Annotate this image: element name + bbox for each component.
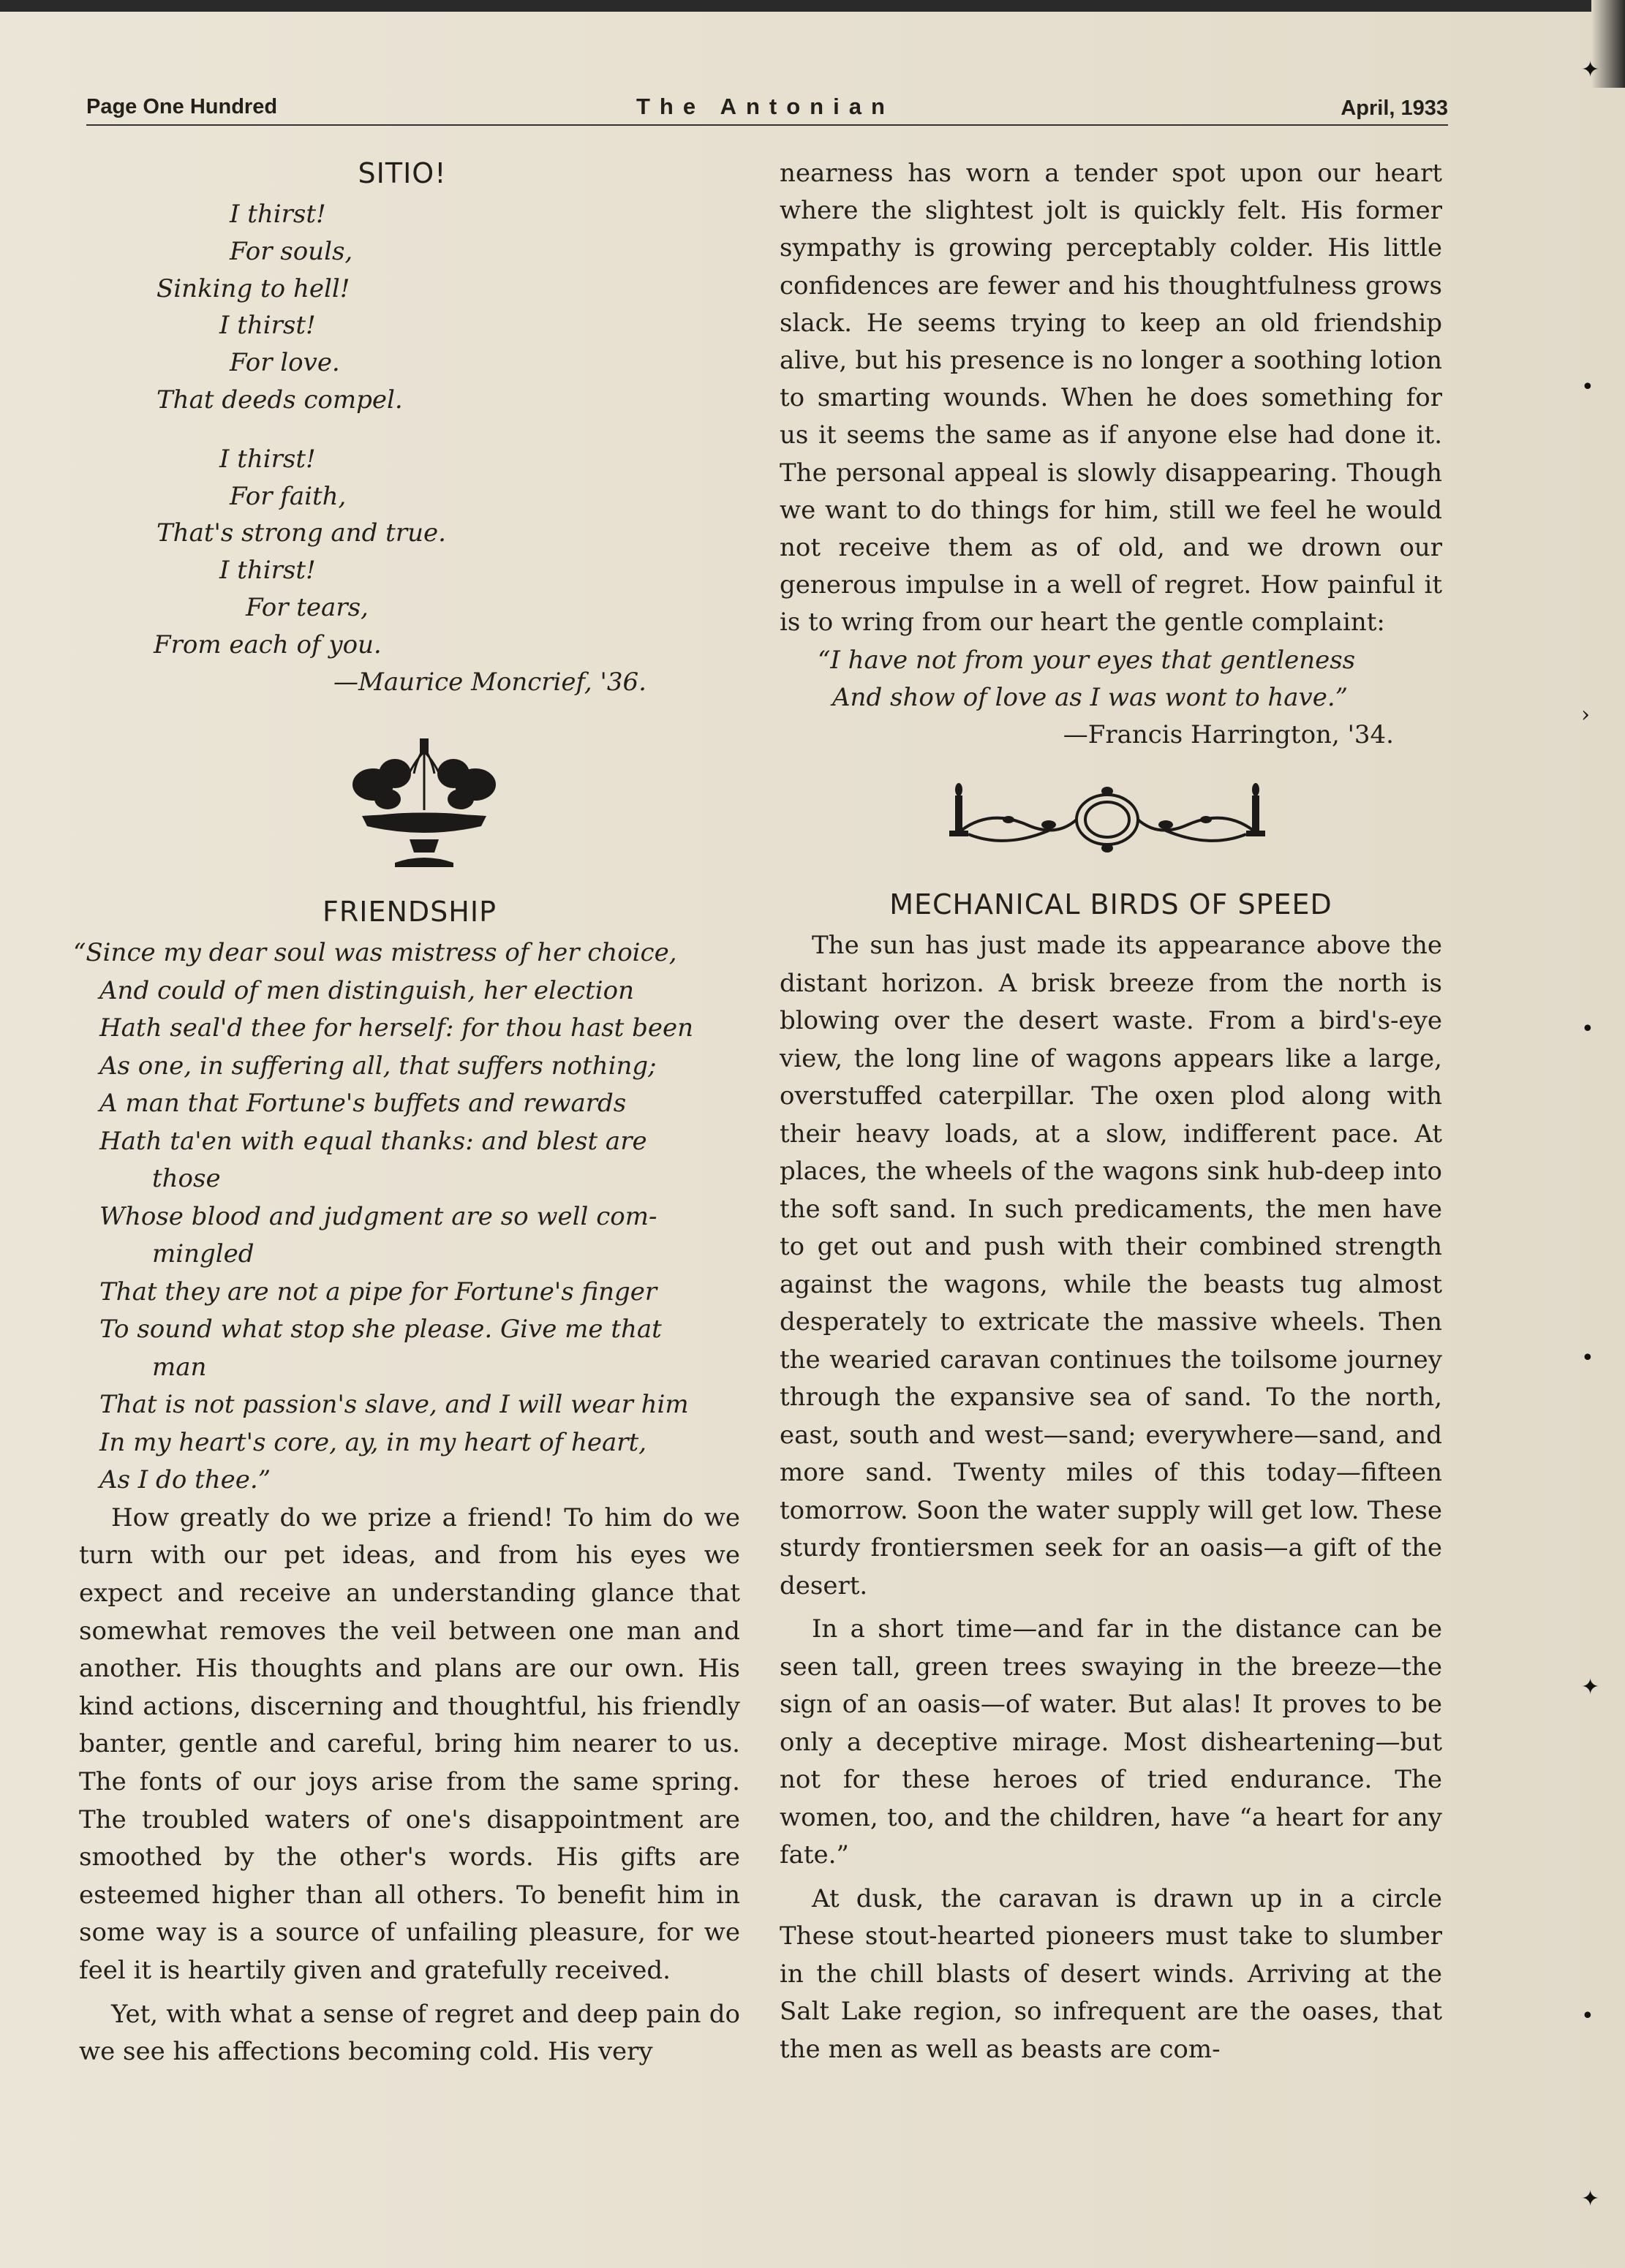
margin-mark: • <box>1581 374 1594 400</box>
paragraph: At dusk, the caravan is drawn up in a circle These stout-hearted pioneers must take to slumber in the chill blasts of desert winds. Arriving at the Salt Lake region, so infrequent are the oases, that the men as well as beasts are com- <box>780 1883 1442 2064</box>
poem-line: For tears, <box>246 592 369 622</box>
margin-mark: › <box>1581 702 1590 727</box>
quote-line: Hath ta'en with equal thanks: and blest are <box>99 1126 647 1156</box>
quote-line: A man that Fortune's buffets and rewards <box>99 1089 627 1119</box>
margin-mark: • <box>1581 1016 1594 1042</box>
running-header <box>86 89 1448 129</box>
quote-line: And could of men distinguish, her election <box>99 975 634 1005</box>
quote-line: Whose blood and judgment are so well com- <box>99 1201 657 1231</box>
paragraph: How greatly do we prize a friend! To him do we turn with our pet ideas, and from his eyes we expect and receive an understanding glance that somewhat removes the veil between one man and another. His thoughts and plans are our own. His kind actions, discerning and thoughtful, his friendly banter, gentle and careful, bring him nearer to us. The fonts of our joys arise from the same spring. The troubled waters of one's disappointment are smoothed by the other's words. His gifts are esteemed higher than all others. To benefit him in some way is a source of unfailing pleasure, for we feel it is heartily given and gratefully received. <box>79 1502 740 1985</box>
poem-line: For love. <box>230 348 340 378</box>
margin-mark: ✦ <box>1581 1674 1600 1700</box>
poem-line: Sinking to hell! <box>157 273 350 303</box>
closing-quote <box>780 642 1442 717</box>
quote-line: As I do thee.” <box>99 1465 271 1495</box>
paragraph: In a short time—and far in the distance can be seen tall, green trees swaying in the breeze—the sign of an oasis—of water. But alas! It proves to be only a deceptive mirage. Most disheartening—but not for these heroes of tried endurance. The women, too, and the children, have “a heart for any fate.” <box>780 1614 1442 1870</box>
quote-line: mingled <box>152 1239 255 1269</box>
poem-line: For souls, <box>230 236 353 266</box>
quote-line: “Since my dear soul was mistress of her choice, <box>73 938 677 968</box>
poem-line: I thirst! <box>230 200 326 229</box>
sitio-poem <box>79 196 740 664</box>
poem-line: That deeds compel. <box>157 385 403 415</box>
quote-line: Hath seal'd thee for herself: for thou hast been <box>99 1013 694 1043</box>
margin-mark: • <box>1581 2003 1594 2029</box>
quote-line: As one, in suffering all, that suffers nothing; <box>99 1051 657 1081</box>
quote-line: That is not passion's slave, and I will wear him <box>99 1390 689 1420</box>
poem-line: For faith, <box>230 481 347 511</box>
left-column <box>73 155 740 2071</box>
quote-line: To sound what stop she please. Give me that <box>99 1315 662 1345</box>
quote-line: man <box>152 1352 207 1382</box>
quote-line: And show of love as I was wont to have.” <box>832 682 1349 712</box>
margin-mark: ✦ <box>1581 57 1600 83</box>
header-rule <box>86 124 1448 126</box>
magazine-title: The Antonian <box>636 94 894 119</box>
poem-line: I thirst! <box>219 556 316 586</box>
page-number-label: Page One Hundred <box>86 95 278 118</box>
margin-mark: ✦ <box>1581 2186 1600 2212</box>
fountain-urn-ornament <box>344 730 505 876</box>
quote-line: In my heart's core, ay, in my heart of heart, <box>99 1427 646 1457</box>
right-column <box>780 155 1442 2068</box>
scan-top-edge <box>0 0 1625 12</box>
paragraph: Yet, with what a sense of regret and deep pain do we see his affections becoming cold. His very <box>79 1999 740 2067</box>
sitio-author: —Maurice Moncrief, '36. <box>333 667 646 697</box>
poem-line: I thirst! <box>219 311 316 341</box>
friendship-author: —Francis Harrington, '34. <box>1063 719 1394 749</box>
friendship-quote <box>73 934 740 1500</box>
poem-line: That's strong and true. <box>157 518 446 548</box>
quote-line: those <box>152 1164 221 1194</box>
issue-date: April, 1933 <box>1341 97 1448 120</box>
birds-body <box>780 927 1442 2068</box>
poem-line: I thirst! <box>219 444 316 474</box>
birds-title: MECHANICAL BIRDS OF SPEED <box>889 888 1332 921</box>
garland-candle-ornament <box>939 779 1275 860</box>
friendship-continued <box>780 155 1442 642</box>
paragraph: The sun has just made its appearance above the distant horizon. A brisk breeze from the north is blowing over the desert waste. From a bird's-eye view, the long line of wagons appears like a large, overstuffed caterpillar. The oxen plod along with their heavy loads, at a slow, indifferent pace. At places, the wheels of the wagons sink hub-deep into the soft sand. In such predicaments, the men have to get out and push with their combined strength against the wagons, while the beasts tug almost desperately to extricate the massive wheels. Then the wearied caravan continues the toilsome journey through the expansive sea of sand. To the north, east, south and west—sand; everywhere—sand, and more sand. Twenty miles of this today—fifteen tomorrow. Soon the water supply will get low. These sturdy frontiersmen seek for an oasis—a gift of the desert. <box>780 931 1442 1600</box>
margin-mark: • <box>1581 1345 1594 1371</box>
paragraph: nearness has worn a tender spot upon our heart where the slightest jolt is quickly felt. His former sympathy is growing perceptably colder. His little confidences are fewer and his thoughtfulness grows slack. He seems trying to keep an old friendship alive, but his presence is no longer a soothing lotion to smarting wounds. When he does something for us it seems the same as if anyone else had done it. The personal appeal is slowly disappearing. Though we want to do things for him, still we feel he would not receive them as of old, and we drown our generous impulse in a well of regret. How painful it is to wring from our heart the gentle complaint: <box>780 159 1442 638</box>
poem-line: From each of you. <box>154 630 382 659</box>
friendship-title: FRIENDSHIP <box>323 896 497 929</box>
sitio-title: SITIO! <box>358 157 447 189</box>
quote-line: That they are not a pipe for Fortune's finger <box>99 1277 657 1307</box>
quote-line: “I have not from your eyes that gentleness <box>818 645 1356 675</box>
friendship-body <box>79 1500 740 2071</box>
